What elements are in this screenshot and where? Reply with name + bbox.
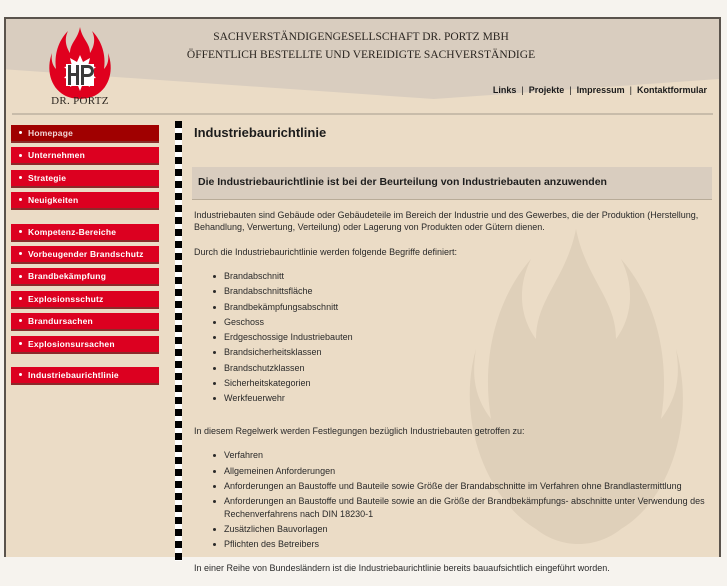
bullet-icon: [19, 297, 22, 300]
topnav-projekte[interactable]: Projekte: [528, 85, 565, 95]
bullet-icon: [19, 198, 22, 201]
nav-gap: [11, 358, 161, 367]
bullet-icon: [19, 230, 22, 233]
closing-paragraph: In einer Reihe von Bundesländern ist die Industriebaurichtlinie bereits bauaufsichtlich eingeführt worden.: [194, 562, 610, 573]
sidebar-item-label: Vorbeugender Brandschutz: [28, 248, 144, 259]
sidebar-item-explosionsursachen[interactable]: [11, 336, 159, 354]
intro-paragraph: Industriebauten sind Gebäude oder Gebäudeteile im Bereich der Industrie und des Gewerbes, die der Produktion (Herstellung, Behandlung, Verwertung, Verteilung) oder Lagerung von Produkten oder Gütern dienen.: [194, 209, 699, 232]
logo-caption: DR. PORTZ: [51, 95, 109, 107]
list-item: Zusätzlichen Bauvorlagen: [224, 523, 712, 536]
sidebar-item-brandbekaempfung[interactable]: [11, 268, 159, 286]
list-item: Anforderungen an Baustoffe und Bauteile sowie Größe der Brandabschnitte im Verfahren ohne Brandlastermittlung: [224, 480, 712, 493]
sidebar-item-explosionsschutz[interactable]: [11, 291, 159, 309]
sidebar-item-label: Explosionsschutz: [28, 293, 104, 304]
company-line-2: ÖFFENTLICH BESTELLTE UND VEREIDIGTE SACHVERSTÄNDIGE: [186, 49, 536, 61]
list-item: Brandschutzklassen: [224, 362, 712, 375]
separator: |: [569, 85, 572, 95]
list-item: Brandabschnitt: [224, 270, 712, 283]
company-name: [166, 28, 556, 64]
sidebar-item-label: Unternehmen: [28, 150, 85, 161]
sidebar-item-label: Strategie: [28, 172, 67, 183]
list-item: Sicherheitskategorien: [224, 377, 712, 390]
page-frame: [4, 17, 721, 573]
separator: |: [521, 85, 524, 95]
sidebar-item-label: Brandbekämpfung: [28, 271, 107, 282]
bullet-icon: [19, 176, 22, 179]
list-item: Brandbekämpfungsabschnitt: [224, 301, 712, 314]
header-divider: [12, 113, 713, 115]
rules-lead: In diesem Regelwerk werden Festlegungen bezüglich Industriebauten getroffen zu:: [194, 425, 525, 436]
list-item: Allgemeinen Anforderungen: [224, 465, 712, 478]
topnav-impressum[interactable]: Impressum: [576, 85, 625, 95]
main-content: [194, 125, 712, 586]
bullet-icon: [19, 252, 22, 255]
topnav-kontaktformular[interactable]: Kontaktformular: [636, 85, 707, 95]
bullet-icon: [19, 275, 22, 278]
definitions-lead: Durch die Industriebaurichtlinie werden folgende Begriffe definiert:: [194, 246, 457, 257]
sidebar-item-label: Explosionsursachen: [28, 338, 115, 349]
sidebar-item-neuigkeiten[interactable]: [11, 192, 159, 210]
list-item: Anforderungen an Baustoffe und Bauteile sowie an die Größe der Brandbekämpfungs- abschnitte unter Verwendung des Rechenverfahrens nach DIN 18230-1: [224, 495, 712, 520]
list-item: Brandsicherheitsklassen: [224, 346, 712, 359]
rules-list: [194, 449, 712, 550]
separator: |: [629, 85, 632, 95]
list-item: Verfahren: [224, 449, 712, 462]
bullet-icon: [19, 131, 22, 134]
definitions-list: [194, 270, 712, 405]
company-line-1: SACHVERSTÄNDIGENGESELLSCHAFT DR. PORTZ MBH: [213, 31, 509, 43]
sidebar-nav: [11, 125, 161, 389]
sidebar-item-label: Kompetenz-Bereiche: [28, 226, 117, 237]
sidebar-item-homepage[interactable]: [11, 125, 159, 143]
list-item: Brandabschnittsfläche: [224, 285, 712, 298]
sidebar-item-vorbeugender-brandschutz[interactable]: [11, 246, 159, 264]
sidebar-item-industriebaurichtlinie[interactable]: [11, 367, 159, 385]
list-item: Werkfeuerwehr: [224, 392, 712, 405]
bullet-icon: [19, 342, 22, 345]
dotted-divider: [175, 121, 182, 561]
section-subheading: Die Industriebaurichtlinie ist bei der Beurteilung von Industriebauten anzuwenden: [192, 167, 712, 200]
sidebar-item-unternehmen[interactable]: [11, 147, 159, 165]
sidebar-item-label: Industriebaurichtlinie: [28, 369, 119, 380]
sidebar-item-label: Brandursachen: [28, 316, 93, 327]
list-item: Erdgeschossige Industriebauten: [224, 331, 712, 344]
sidebar-item-kompetenz-bereiche[interactable]: [11, 224, 159, 242]
nav-gap: [11, 215, 161, 224]
sidebar-item-label: Homepage: [28, 128, 74, 138]
topnav-links[interactable]: Links: [492, 85, 517, 95]
top-navigation: [493, 85, 707, 95]
list-item: Geschoss: [224, 316, 712, 329]
sidebar-item-brandursachen[interactable]: [11, 313, 159, 331]
bullet-icon: [19, 319, 22, 322]
list-item: Pflichten des Betreibers: [224, 538, 712, 551]
bullet-icon: [19, 154, 22, 157]
page-title: Industriebaurichtlinie: [194, 125, 327, 140]
bullet-icon: [19, 373, 22, 376]
sidebar-item-label: Neuigkeiten: [28, 195, 79, 206]
sidebar-item-strategie[interactable]: [11, 170, 159, 188]
